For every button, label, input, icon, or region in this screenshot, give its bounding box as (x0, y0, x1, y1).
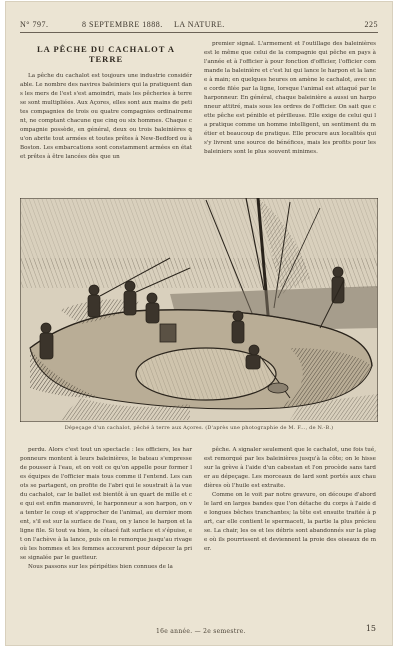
paragraph: pêche. A signaler seulement que le cachalot, une fois tué, est remorqué par les baleinières jusqu'à la côte; on le hisse sur la grève à l'aide d'un cabestan et l'on procède sans tarder au dépeçage. Les morceaux de lard sont portés aux chaudières où l'huile est extraite. (204, 447, 376, 489)
column-left-top (20, 40, 192, 162)
sheet-number: 15 (365, 624, 376, 633)
journal-name: LA NATURE. (174, 20, 225, 29)
whale-flensing-engraving (20, 198, 378, 422)
column-right-bottom (204, 446, 376, 554)
figure-caption: Dépeçage d'un cachalot, pêché à terre aux Açores. (D'après une photographie de M. F..., de N.-B.) (64, 425, 334, 431)
column-right-top (204, 40, 376, 157)
paragraph: Comme on le voit par notre gravure, on découpe d'abord le lard en larges bandes que l'on détache du corps à l'aide de longues bêches tranchantes; la tête est ensuite traitée à part, car elle contient le spermaceti, la partie la plus précieuse. La chair, les os et les débris sont abandonnés sur la plage où ils pourrissent et deviennent la proie des oiseaux de mer. (204, 492, 376, 552)
running-header (20, 18, 378, 33)
column-left-bottom (20, 446, 192, 572)
paragraph: La pêche du cachalot est toujours une industrie considérable. Le nombre des navires baleiniers qui la pratiquent dans les mers de l'est s'est amoindri, mais les pêcheries à terre se sont multipliées. Aux Açores, elles sont aux mains de petites compagnies de trois ou quatre compagnies ordinairement, ne comptant chacune que cinq ou six hommes. Chaque compagnie possède, en général, deux ou trois baleinières qu'on abrite tout armées et toutes prêtes à New-Bedford ou à Boston. Les embarcations sont constamment armées en état et prêtes à être lancées dès que un (20, 73, 192, 160)
issue-number: N° 797. (20, 20, 49, 29)
signature-line: 16e année. — 2e semestre. (156, 628, 246, 635)
paragraph: Nous passons sur les péripéties bien connues de la (28, 564, 173, 570)
issue-date: 8 SEPTEMBRE 1888. (82, 20, 163, 29)
document-page (6, 2, 392, 645)
engraving-illustration (20, 198, 378, 422)
article-title: LA PÊCHE DU CACHALOT A TERRE (36, 44, 176, 64)
paragraph: premier signal. L'armement et l'outillage des baleinières est le même que celui de la compagnie qui pêche en pays à l'année et à l'officier à pour fonction d'officier, l'officier commande la baleinière et c'est lui qui lance le harpon et la lance à main; en quelques heures on amène le cachalot, avec une corde filée par la ligne, lorsque l'animal est attaqué par le harponneur. En général, chaque baleinière a aussi un harponneur attitré, mais sous les ordres de l'officier. On sait que cette pêche est pénible et périlleuse. Elle exige de celui qui la pratique comme un homme intelligent, un sentiment du métier et beaucoup de pratique. Elle procure aux localités qui s'y livrent une source de bénéfices, mais les profits pour les baleiniers sont le plus souvent minimes. (204, 41, 376, 155)
paragraph: perdu. Alors c'est tout un spectacle : les officiers, les harponneurs montent à leurs baleinières, le bateau s'empresse de pousser à l'eau, et on voit ce qu'on appelle pour former les équipes de l'officier mais tous comme il l'entend. Les canots se partagent, on profite de l'abri qui le soustrait à la vue du cachalot, car le ballet est bientôt à un quart de mille et ce qui est enfin manœuvré, le harponneur a son harpon, on va tenter le coup et s'approcher de l'animal, au dernier moment, s'il est sur la surface de l'eau, on y lance le harpon et la ligne file. Si tout va bien, le cétacé fait surface et s'épuise, et on l'achève à la lance, puis on le remorque jusqu'au rivage où les hommes et les femmes accourent pour dépecer la prise signalée par le guetteur. (20, 447, 192, 561)
page-number: 225 (364, 20, 378, 29)
